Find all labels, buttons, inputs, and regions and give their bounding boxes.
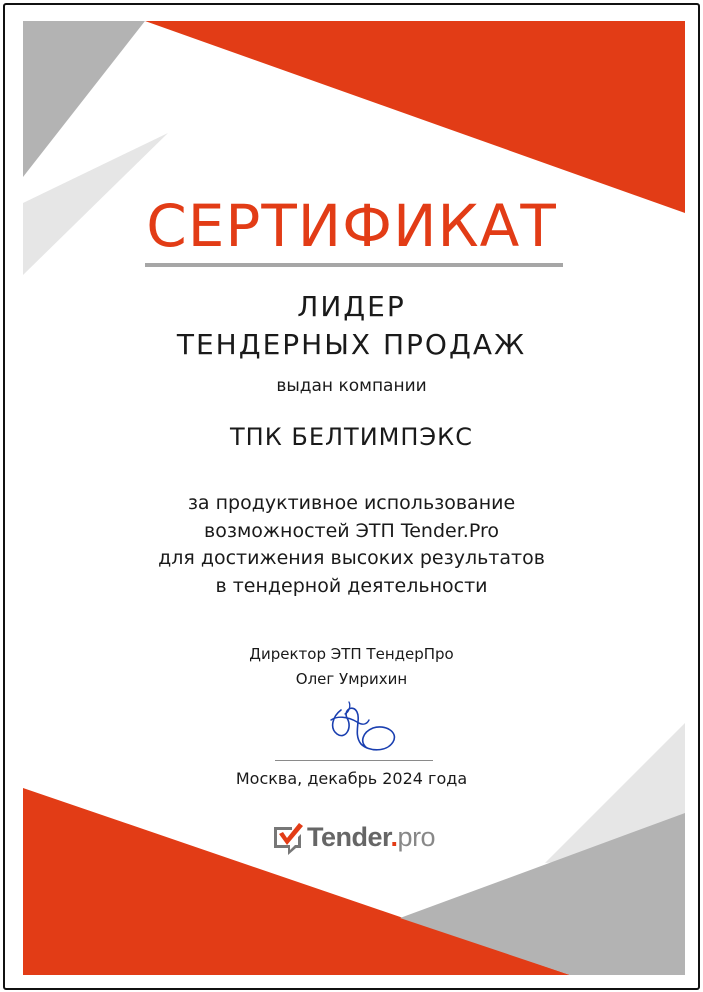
award-line-2: ТЕНДЕРНЫХ ПРОДАЖ [176,328,527,361]
signer-name: Олег Умрихин [295,670,408,688]
reason-line-2: возможностей ЭТП Tender.Pro [204,519,499,542]
logo-text-tender: Tender [307,821,391,852]
logo-text-dot: . [390,821,398,852]
signer-block [5,642,698,692]
title-underline [145,263,563,267]
reason-line-3: для достижения высоких результатов [158,547,545,569]
place-and-date: Москва, декабрь 2024 года [235,769,468,788]
award-reason [5,490,698,600]
logo-wordmark [307,821,436,852]
award-line-1: ЛИДЕР [297,290,406,323]
award-title [5,288,698,364]
certificate-title: СЕРТИФИКАТ [146,192,557,260]
certificate-frame [3,3,700,990]
reason-line-4: в тендерной деятельности [215,574,488,597]
signature-line [275,760,433,761]
reason-line-1: за продуктивное использование [187,492,516,514]
logo-text-pro: pro [397,821,436,852]
handwritten-signature [323,698,403,758]
signer-title: Директор ЭТП ТендерПро [249,645,454,663]
tenderpro-logo [270,817,435,857]
checkbox-check-icon [270,819,304,855]
issued-to-label: выдан компании [276,376,427,396]
top-right-red-shape [145,21,685,213]
company-name: ТПК БЕЛТИМПЭКС [230,423,473,451]
